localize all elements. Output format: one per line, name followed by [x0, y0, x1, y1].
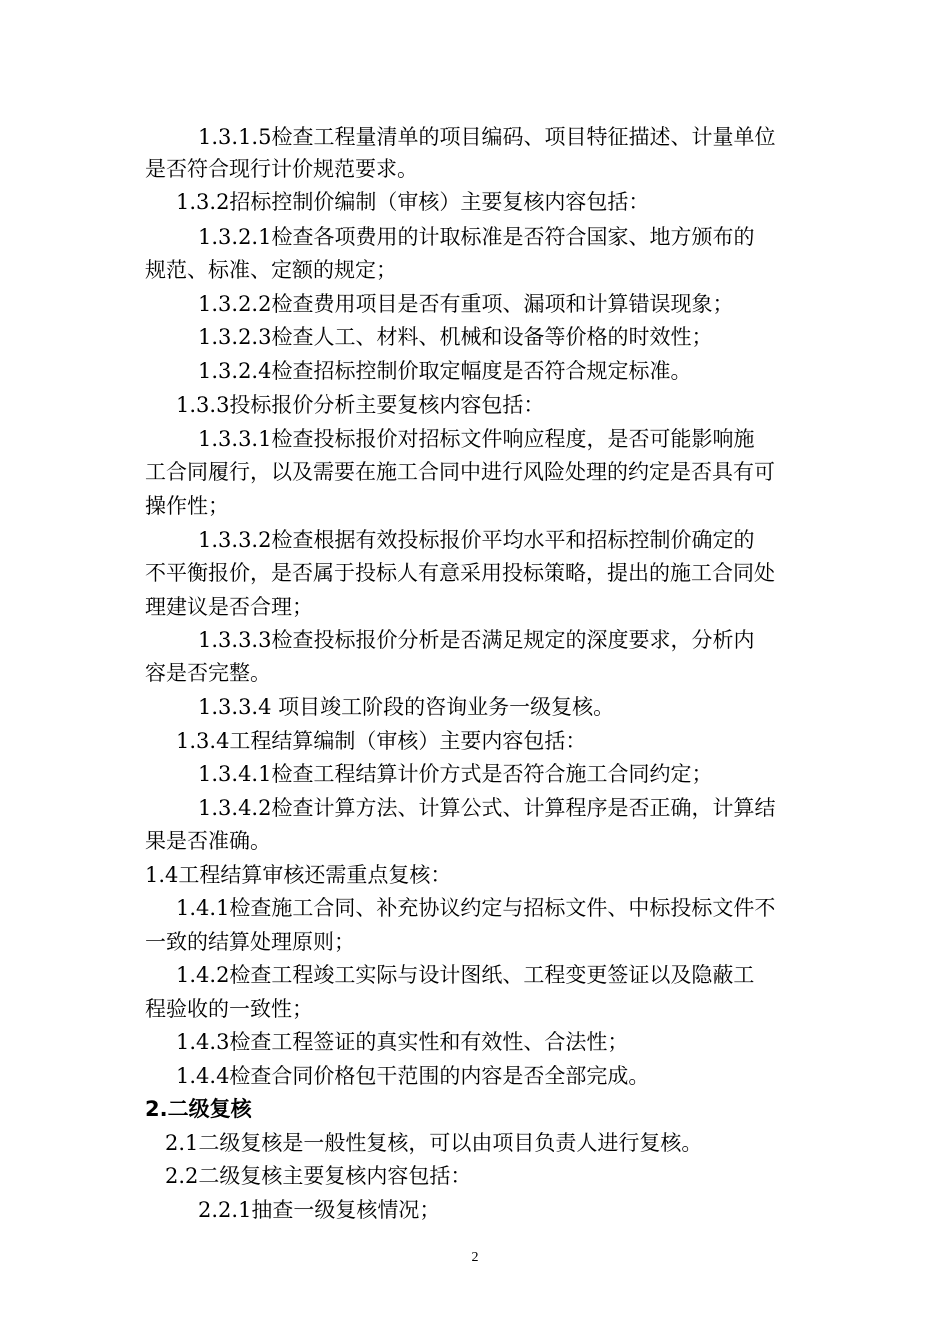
text-line: 1.3.4工程结算编制（审核）主要内容包括：	[176, 729, 587, 753]
page-number: 2	[471, 1250, 479, 1265]
text-line: 1.3.4.1检查工程结算计价方式是否符合施工合同约定；	[198, 762, 713, 786]
text-line: 1.4.4检查合同价格包干范围的内容是否全部完成。	[176, 1064, 650, 1088]
text-line: 2.1二级复核是一般性复核，可以由项目负责人进行复核。	[165, 1131, 703, 1155]
text-line: 1.4.1检查施工合同、补充协议约定与招标文件、中标投标文件不	[176, 896, 776, 920]
text-line: 2.2.1抽查一级复核情况；	[198, 1198, 441, 1222]
section-heading: 2.二级复核	[145, 1097, 252, 1121]
text-line: 1.4.2检查工程竣工实际与设计图纸、工程变更签证以及隐蔽工	[176, 963, 755, 987]
text-line: 2.2二级复核主要复核内容包括：	[165, 1164, 472, 1188]
text-line: 不平衡报价，是否属于投标人有意采用投标策略，提出的施工合同处	[145, 561, 775, 585]
text-line: 1.3.1.5检查工程量清单的项目编码、项目特征描述、计量单位	[198, 125, 776, 149]
text-line: 1.3.3.1检查投标报价对招标文件响应程度，是否可能影响施	[198, 427, 755, 451]
text-line: 1.3.3.3检查投标报价分析是否满足规定的深度要求，分析内	[198, 628, 755, 652]
text-line: 一致的结算处理原则；	[145, 930, 355, 954]
text-line: 1.3.2.2检查费用项目是否有重项、漏项和计算错误现象；	[198, 292, 734, 316]
text-line: 1.3.2.1检查各项费用的计取标准是否符合国家、地方颁布的	[198, 225, 755, 249]
text-line: 程验收的一致性；	[145, 997, 313, 1021]
text-line: 操作性；	[145, 494, 229, 518]
text-line: 是否符合现行计价规范要求。	[145, 157, 418, 181]
text-line: 规范、标准、定额的规定；	[145, 258, 397, 282]
text-line: 果是否准确。	[145, 829, 271, 853]
text-line: 1.3.2招标控制价编制（审核）主要复核内容包括：	[176, 190, 650, 214]
text-line: 1.4.3检查工程签证的真实性和有效性、合法性；	[176, 1030, 629, 1054]
text-line: 理建议是否合理；	[145, 595, 313, 619]
text-line: 工合同履行，以及需要在施工合同中进行风险处理的约定是否具有可	[145, 460, 775, 484]
text-line: 1.3.3投标报价分析主要复核内容包括：	[176, 393, 545, 417]
text-line: 容是否完整。	[145, 661, 271, 685]
text-line: 1.3.2.4检查招标控制价取定幅度是否符合规定标准。	[198, 359, 692, 383]
text-line: 1.3.4.2检查计算方法、计算公式、计算程序是否正确，计算结	[198, 796, 776, 820]
text-line: 1.4工程结算审核还需重点复核：	[145, 863, 452, 887]
text-line: 1.3.2.3检查人工、材料、机械和设备等价格的时效性；	[198, 325, 713, 349]
text-line: 1.3.3.4 项目竣工阶段的咨询业务一级复核。	[198, 695, 615, 719]
text-line: 1.3.3.2检查根据有效投标报价平均水平和招标控制价确定的	[198, 528, 755, 552]
